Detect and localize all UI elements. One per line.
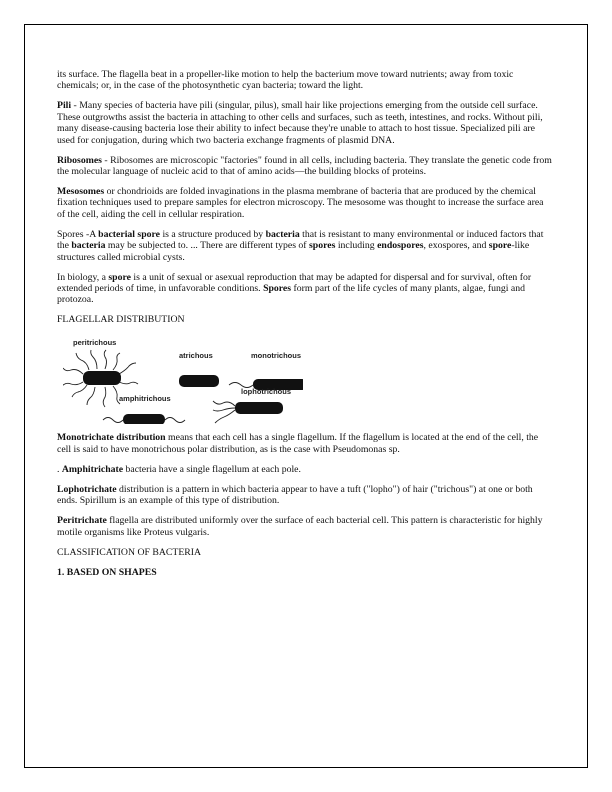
biology-text-1: In biology, a xyxy=(57,271,109,283)
spores-bold-4: spores xyxy=(309,240,336,252)
spores-text-2: is a structure produced by xyxy=(160,228,266,240)
lophotrichous-tuft xyxy=(213,401,235,423)
lophotrichous-body xyxy=(235,402,283,414)
mesosomes-term: Mesosomes xyxy=(57,186,105,198)
amphitrichous-body xyxy=(123,414,165,424)
spores-text-6: , exospores, and xyxy=(423,240,489,252)
monotrichate-paragraph xyxy=(57,432,552,455)
pili-text: - Many species of bacteria have pili (singular, pilus), small hair like projections emerging from the outside cell surface. These outgrowths assist the bacteria in attaching to other cells and surfaces, such as teeth, intestines, and rocks. Without pili, many disease-causing bacteria lose their ability to infect because they're unable to attach to host tissue. Specialized pili are used for conjugation, during which two bacteria exchange fragments of plasmid DNA. xyxy=(57,100,543,146)
pili-paragraph xyxy=(57,100,552,146)
mesosomes-text: or chondrioids are folded invaginations in the plasma membrane of bacteria that are produced by the chemical fixation techniques used to prepare samples for electron microscopy. The mesosome was thought to increase the surface area of the cell, aiding the cell in cellular respiration. xyxy=(57,186,544,220)
classification-heading: CLASSIFICATION OF BACTERIA xyxy=(57,546,202,558)
spores-text-1: Spores -A xyxy=(57,228,99,240)
ribosomes-paragraph xyxy=(57,155,552,178)
ribosomes-text: - Ribosomes are microscopic "factories" found in all cells, including bacteria. They translate the genetic code from the molecular language of nucleic acid to that of amino acids—the building blocks of proteins. xyxy=(57,154,552,178)
intro-paragraph: its surface. The flagella beat in a propeller-like motion to help the bacterium move toward nutrients; away from toxic chemicals; or, in the case of the photosynthetic cyan bacteria; toward the light. xyxy=(57,69,514,92)
label-peritrichous: peritrichous xyxy=(73,338,117,348)
spores-bold-6: spore xyxy=(488,240,512,252)
lophotrichate-paragraph xyxy=(57,484,552,507)
monotrichate-term: Monotrichate distribution xyxy=(57,432,166,444)
amphitrichate-text: bacteria have a single flagellum at each pole. xyxy=(123,463,301,475)
label-amphitrichous: amphitrichous xyxy=(119,394,171,404)
atrichous-body xyxy=(179,375,219,387)
lophotrichate-term: Lophotrichate xyxy=(57,483,117,495)
peritrichate-term: Peritrichate xyxy=(57,515,107,527)
label-atrichous: atrichous xyxy=(179,351,213,361)
biology-text-3: form part of the life cycles of many plants, algae, fungi and protozoa. xyxy=(57,283,525,306)
shapes-heading xyxy=(57,567,552,578)
label-monotrichous: monotrichous xyxy=(251,351,301,361)
flagellar-distribution-figure xyxy=(63,334,303,424)
shapes-heading-text: 1. BASED ON SHAPES xyxy=(57,566,157,578)
spores-text-7: -like structures called microbial cysts. xyxy=(57,240,530,263)
mesosomes-paragraph xyxy=(57,186,552,220)
amphitrichous-flagellum-right xyxy=(165,418,185,423)
peritrichous-body xyxy=(83,371,121,385)
biology-paragraph xyxy=(57,272,552,306)
spores-paragraph xyxy=(57,229,552,263)
spores-text-5: including xyxy=(335,240,378,252)
amphitrichate-term: Amphitrichate xyxy=(61,463,124,475)
document-body xyxy=(57,69,552,587)
peritrichate-paragraph xyxy=(57,515,552,538)
spores-bold-2: bacteria xyxy=(265,228,300,240)
lophotrichate-text: distribution is a pattern in which bacteria appear to have a tuft ("lopho") of hair ("trichous") at one or both ends. Spirillum is an example of this type of distribution. xyxy=(57,483,533,507)
spores-bold-3: bacteria xyxy=(71,240,106,252)
spores-bold-5: endospores xyxy=(377,240,424,252)
spores-text-3: that is resistant to many environmental or induced factors that the xyxy=(57,228,544,252)
amphitrichous-flagellum-left xyxy=(103,418,123,423)
flagellar-distribution-heading: FLAGELLAR DISTRIBUTION xyxy=(57,314,185,326)
label-lophotrichous: lophotrichous xyxy=(241,387,291,397)
biology-bold-1: spore xyxy=(108,271,131,283)
peritrichate-text: flagella are distributed uniformly over the surface of each bacterial cell. This pattern is characteristic for highly motile organisms like Proteus vulgaris. xyxy=(57,515,543,538)
ribosomes-term: Ribosomes xyxy=(57,154,102,166)
amphitrichate-paragraph xyxy=(57,464,552,475)
spores-text-4: may be subjected to. ... There are different types of xyxy=(105,240,309,252)
amphitrichate-prefix: . xyxy=(57,463,62,475)
flagella-diagram xyxy=(63,334,303,424)
spores-bold-1: bacterial spore xyxy=(98,228,160,240)
biology-text-2: is a unit of sexual or asexual reproduction that may be adapted for dispersal and for survival, often for extended periods of time, in unfavorable conditions. xyxy=(57,271,532,295)
monotrichate-text: means that each cell has a single flagellum. If the flagellum is located at the end of the cell, the cell is said to have monotrichous polar distribution, as is the case with Pseudomonas sp. xyxy=(57,432,539,455)
pili-term: Pili xyxy=(57,100,72,112)
biology-bold-2: Spores xyxy=(263,283,292,295)
